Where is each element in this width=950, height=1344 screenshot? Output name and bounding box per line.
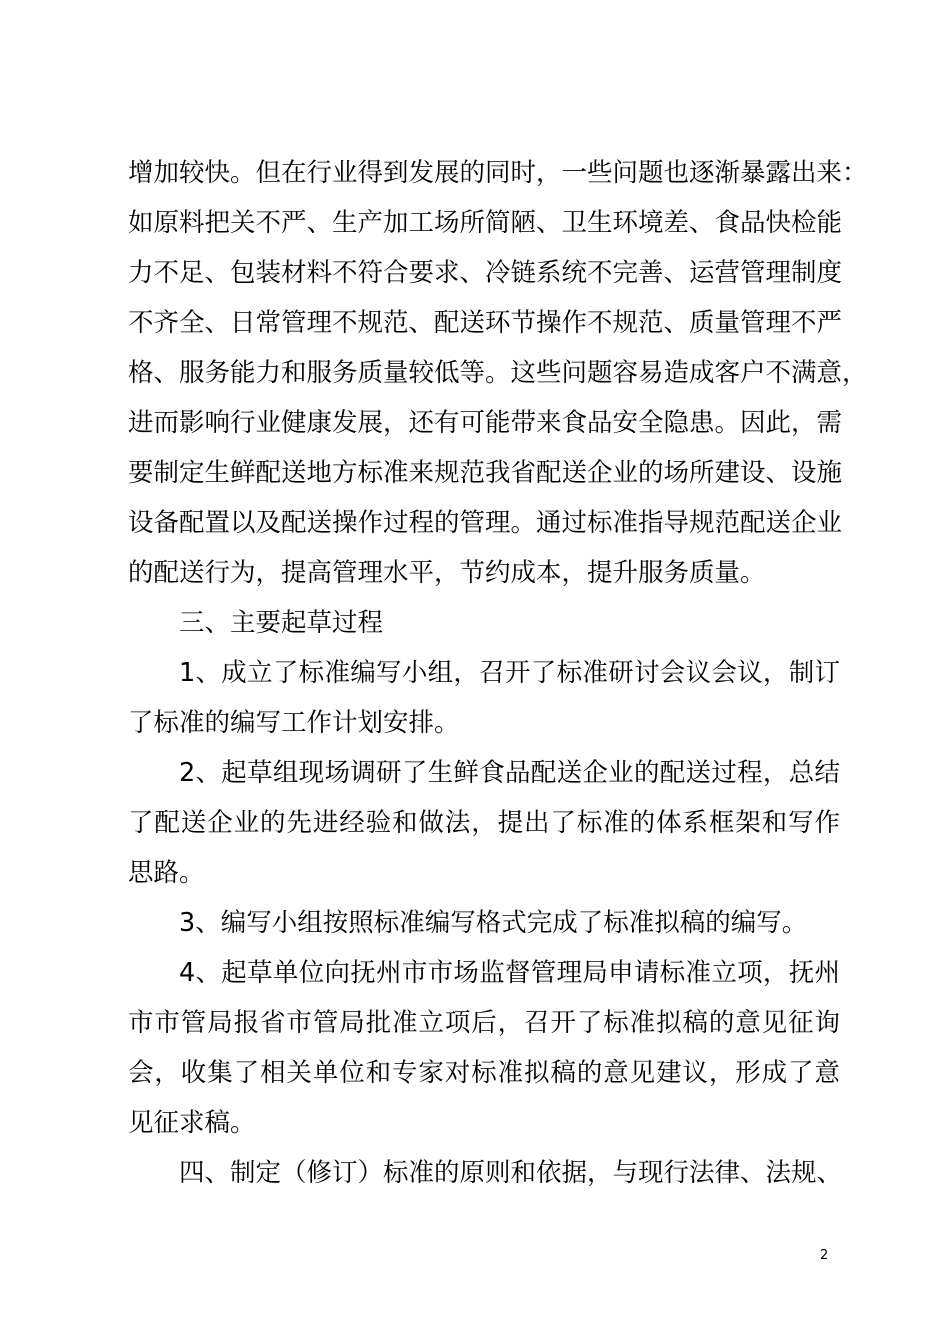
body-text [128,148,868,1198]
section-heading: 四、制定（修订）标准的原则和依据，与现行法律、法规、 [179,1158,843,1188]
text-line: 3、编写小组按照标准编写格式完成了标准拟稿的编写。 [179,908,808,938]
text-line: 会，收集了相关单位和专家对标准拟稿的意见建议，形成了意 [128,1058,840,1088]
text-line: 格、服务能力和服务质量较低等。这些问题容易造成客户不满意， [128,358,868,388]
text-line: 力不足、包装材料不符合要求、冷链系统不完善、运营管理制度 [128,258,843,288]
text-line: 了配送企业的先进经验和做法，提出了标准的体系框架和写作 [128,808,840,838]
text-line: 要制定生鲜配送地方标准来规范我省配送企业的场所建设、设施 [128,458,843,488]
text-line: 市市管局报省市管局批准立项后，召开了标准拟稿的意见征询 [128,1008,840,1038]
section-heading: 三、主要起草过程 [179,608,384,638]
text-line: 不齐全、日常管理不规范、配送环节操作不规范、质量管理不严 [128,308,843,338]
text-line: 增加较快。但在行业得到发展的同时，一些问题也逐渐暴露出来： [128,158,868,188]
text-line: 的配送行为，提高管理水平，节约成本，提升服务质量。 [128,558,766,588]
text-line: 进而影响行业健康发展，还有可能带来食品安全隐患。因此，需 [128,408,843,438]
text-line: 了标准的编写工作计划安排。 [128,708,460,738]
text-line: 见征求稿。 [128,1108,256,1138]
text-line: 思路。 [128,858,205,888]
text-line: 设备配置以及配送操作过程的管理。通过标准指导规范配送企业 [128,508,843,538]
text-line: 如原料把关不严、生产加工场所简陋、卫生环境差、食品快检能 [128,208,843,238]
text-line: 4、起草单位向抚州市市场监督管理局申请标准立项，抚州 [179,958,840,988]
text-line: 2、起草组现场调研了生鲜食品配送企业的配送过程，总结 [179,758,840,788]
text-line: 1、成立了标准编写小组，召开了标准研讨会议会议，制订 [179,658,840,688]
page-number: 2 [820,1248,829,1263]
